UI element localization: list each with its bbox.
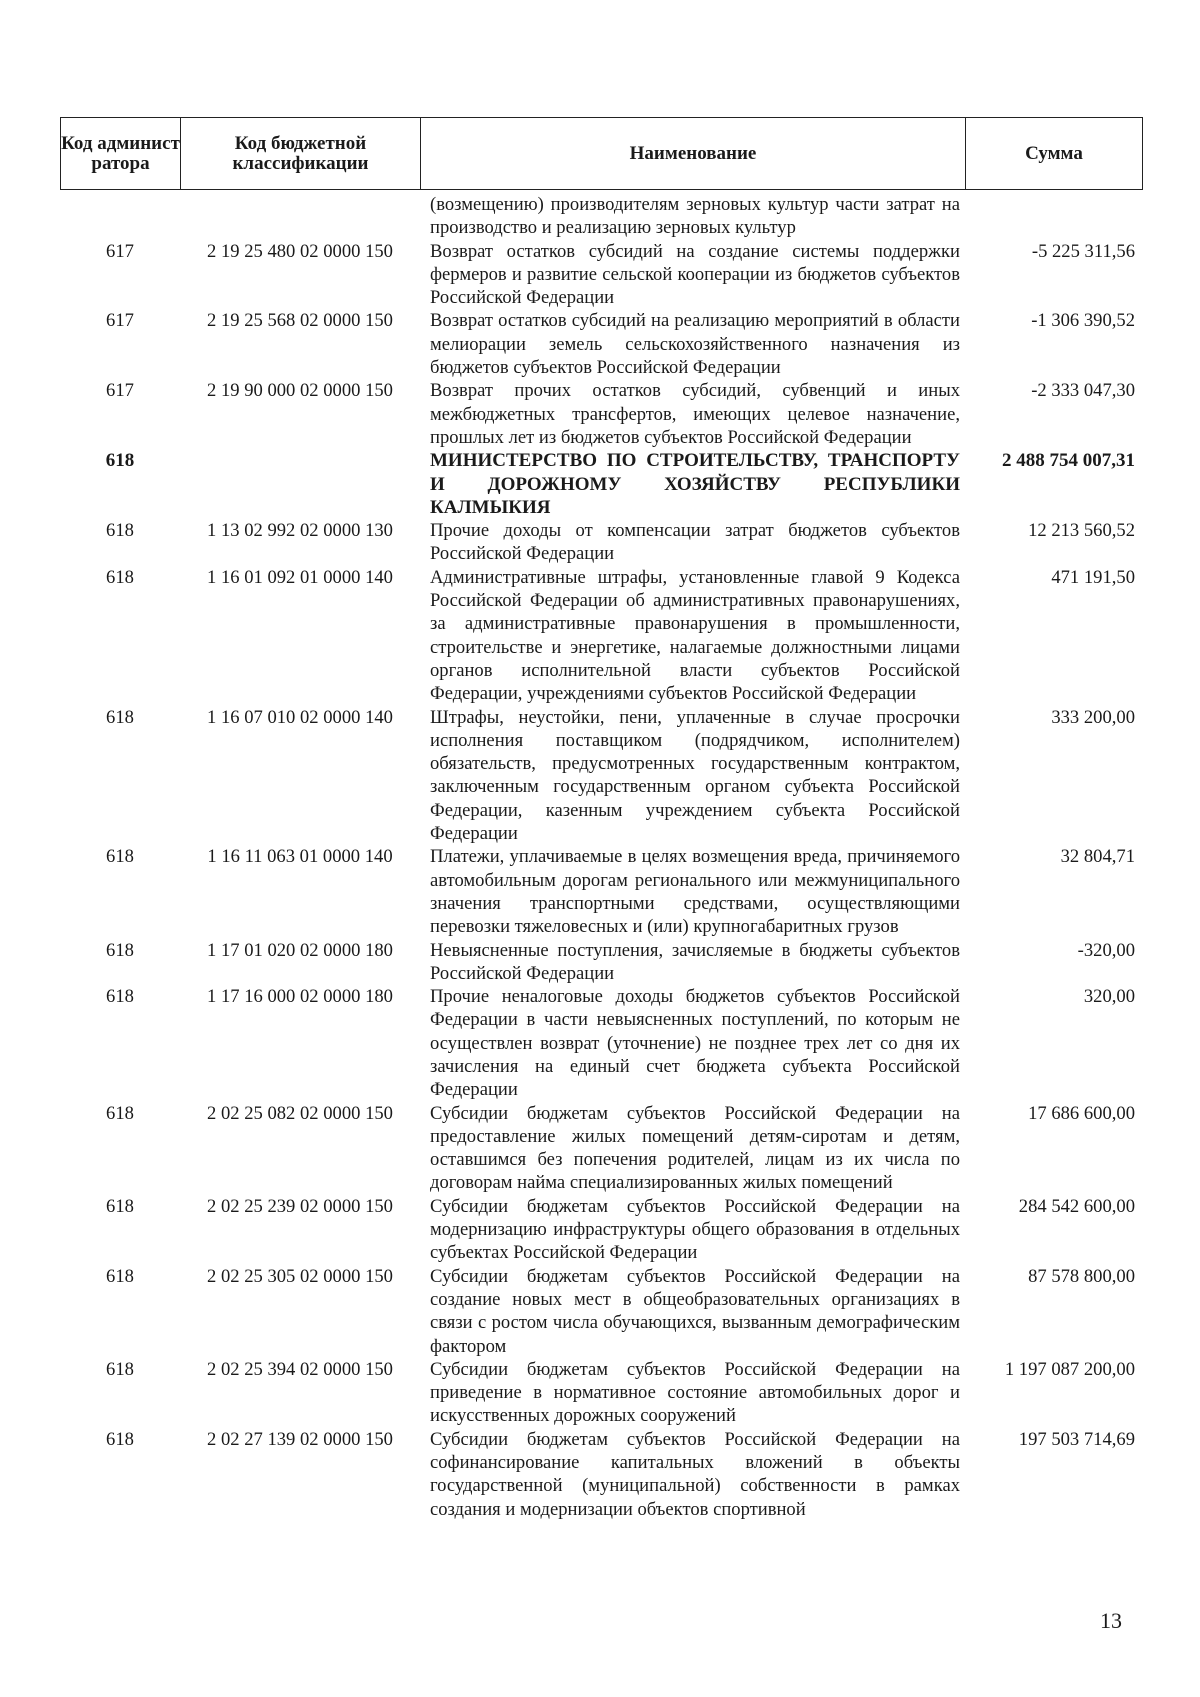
header-sum: Сумма [1025,142,1083,164]
header-kbk: Код бюджетной классификации [181,118,421,189]
table-row [60,1102,1143,1195]
cell-kbk: 1 17 16 000 02 0000 180 [207,986,393,1008]
cell-name: МИНИСТЕРСТВО ПО СТРОИТЕЛЬСТВУ, ТРАНСПОРТУ И ДОРОЖНОМУ ХОЗЯЙСТВУ РЕСПУБЛИКИ КАЛМЫКИЯ [430,450,960,518]
cell-admin-code: 618 [106,1102,134,1124]
table-row [60,566,1143,706]
cell-sum: 197 503 714,69 [1018,1428,1135,1450]
cell-kbk: 1 13 02 992 02 0000 130 [207,520,393,542]
cell-admin-code: 618 [106,1428,134,1450]
cell-admin-code: 618 [106,1265,134,1287]
cell-name: Прочие доходы от компенсации затрат бюджетов субъектов Российской Федерации [430,520,960,565]
table-row [60,1265,1143,1358]
cell-kbk: 2 19 25 568 02 0000 150 [207,310,393,332]
cell-name: Административные штрафы, установленные главой 9 Кодекса Российской Федерации об административных правонарушениях, за административные правонарушения в промышленности, строительстве и энергетике, налагаемые должностными лицами органов исполнительной власти субъектов Российской Федерации, учреждениями субъектов Российской Федерации [430,566,960,705]
cell-admin-code: 618 [106,566,134,588]
cell-admin-code: 618 [106,986,134,1008]
cell-sum [960,193,1143,240]
table-row [60,193,1143,240]
cell-kbk: 2 02 27 139 02 0000 150 [207,1428,393,1450]
table-header [60,117,1143,190]
cell-name: Субсидии бюджетам субъектов Российской Федерации на софинансирование капитальных вложений в объекты государственной (муниципальной) собственности в рамках создания и модернизации объектов спортивной [430,1428,960,1520]
cell-sum: -1 306 390,52 [1031,310,1135,332]
cell-sum: 320,00 [1083,986,1135,1008]
cell-kbk [180,193,420,240]
cell-kbk: 2 02 25 305 02 0000 150 [207,1265,393,1287]
cell-sum: 471 191,50 [1051,566,1135,588]
table-row [60,1358,1143,1428]
table-row [60,309,1143,379]
cell-sum: 284 542 600,00 [1018,1195,1135,1217]
cell-sum: 333 200,00 [1051,706,1135,728]
table-row [60,1428,1143,1521]
cell-admin-code: 617 [106,380,134,402]
cell-admin-code [60,193,180,240]
table-row [60,845,1143,938]
cell-kbk: 2 19 90 000 02 0000 150 [207,380,393,402]
cell-name: Платежи, уплачиваемые в целях возмещения вреда, причиняемого автомобильным дорогам регионального или межмуниципального значения транспортными средствами, осуществляющими перевозки тяжеловесных и (или) крупногабаритных грузов [430,846,960,938]
table-row [60,939,1143,986]
cell-sum: 12 213 560,52 [1028,520,1135,542]
cell-name: Возврат прочих остатков субсидий, субвенций и иных межбюджетных трансфертов, имеющих целевое назначение, прошлых лет из бюджетов субъектов Российской Федерации [430,380,960,448]
cell-name: Штрафы, неустойки, пени, уплаченные в случае просрочки исполнения поставщиком (подрядчиком, исполнителем) обязательств, предусмотренных государственным контрактом, заключенным государственным органом субъекта Российской Федерации, казенным учреждением субъекта Российской Федерации [430,706,960,845]
cell-name: Субсидии бюджетам субъектов Российской Федерации на создание новых мест в общеобразовательных организациях в связи с ростом числа обучающихся, вызванным демографическим фактором [430,1265,960,1357]
cell-name: Субсидии бюджетам субъектов Российской Федерации на модернизацию инфраструктуры общего образования в отдельных субъектах Российской Федерации [430,1195,960,1264]
cell-sum: 87 578 800,00 [1028,1265,1135,1287]
cell-sum: 1 197 087 200,00 [1004,1358,1135,1380]
cell-admin-code: 618 [106,939,134,961]
cell-kbk: 1 16 07 010 02 0000 140 [207,706,393,728]
cell-sum: 2 488 754 007,31 [1002,450,1135,472]
cell-kbk: 2 02 25 082 02 0000 150 [207,1102,393,1124]
cell-sum: -5 225 311,56 [1031,240,1135,262]
cell-admin-code: 618 [106,706,134,728]
table-row [60,519,1143,566]
cell-name: Возврат остатков субсидий на создание системы поддержки фермеров и развитие сельской кооперации из бюджетов субъектов Российской Федерации [430,240,960,309]
cell-kbk [180,449,420,519]
cell-kbk: 1 17 01 020 02 0000 180 [207,939,393,961]
table-row [60,1195,1143,1265]
cell-sum: 32 804,71 [1060,846,1135,868]
cell-name: (возмещению) производителям зерновых культур части затрат на производство и реализацию зерновых культур [430,194,960,239]
cell-sum: -320,00 [1077,939,1135,961]
cell-kbk: 2 02 25 394 02 0000 150 [207,1358,393,1380]
page-number: 13 [1100,1608,1122,1633]
cell-kbk: 1 16 01 092 01 0000 140 [207,566,393,588]
cell-admin-code: 618 [106,520,134,542]
cell-name: Субсидии бюджетам субъектов Российской Федерации на предоставление жилых помещений детям-сиротам и детям, оставшимся без попечения родителей, лицам из их числа по договорам найма специализированных жилых помещений [430,1102,960,1194]
cell-kbk: 2 19 25 480 02 0000 150 [207,240,393,262]
cell-admin-code: 617 [106,240,134,262]
cell-kbk: 1 16 11 063 01 0000 140 [207,846,393,868]
cell-name: Невыясненные поступления, зачисляемые в бюджеты субъектов Российской Федерации [430,939,960,984]
cell-admin-code: 617 [106,310,134,332]
cell-admin-code: 618 [106,1195,134,1217]
table-row [60,706,1143,846]
cell-name: Субсидии бюджетам субъектов Российской Федерации на приведение в нормативное состояние автомобильных дорог и искусственных дорожных сооружений [430,1358,960,1427]
table-row [60,240,1143,310]
table-body [60,193,1143,1521]
cell-admin-code: 618 [105,450,135,472]
cell-name: Возврат остатков субсидий на реализацию мероприятий в области мелиорации земель сельскохозяйственного назначения из бюджетов субъектов Российской Федерации [430,310,960,379]
table-row-section [60,449,1143,519]
cell-admin-code: 618 [106,1358,134,1380]
cell-kbk: 2 02 25 239 02 0000 150 [207,1195,393,1217]
cell-sum: -2 333 047,30 [1031,380,1135,402]
cell-admin-code: 618 [106,846,134,868]
cell-sum: 17 686 600,00 [1028,1102,1135,1124]
header-name: Наименование [421,118,966,189]
table-row [60,379,1143,449]
cell-name: Прочие неналоговые доходы бюджетов субъектов Российской Федерации в части невыясненных поступлений, по которым не осуществлен возврат (уточнение) не позднее трех лет со дня их зачисления на единый счет бюджета субъекта Российской Федерации [430,986,960,1101]
header-admin-code: Код админист ратора [61,118,181,189]
table-row [60,985,1143,1101]
